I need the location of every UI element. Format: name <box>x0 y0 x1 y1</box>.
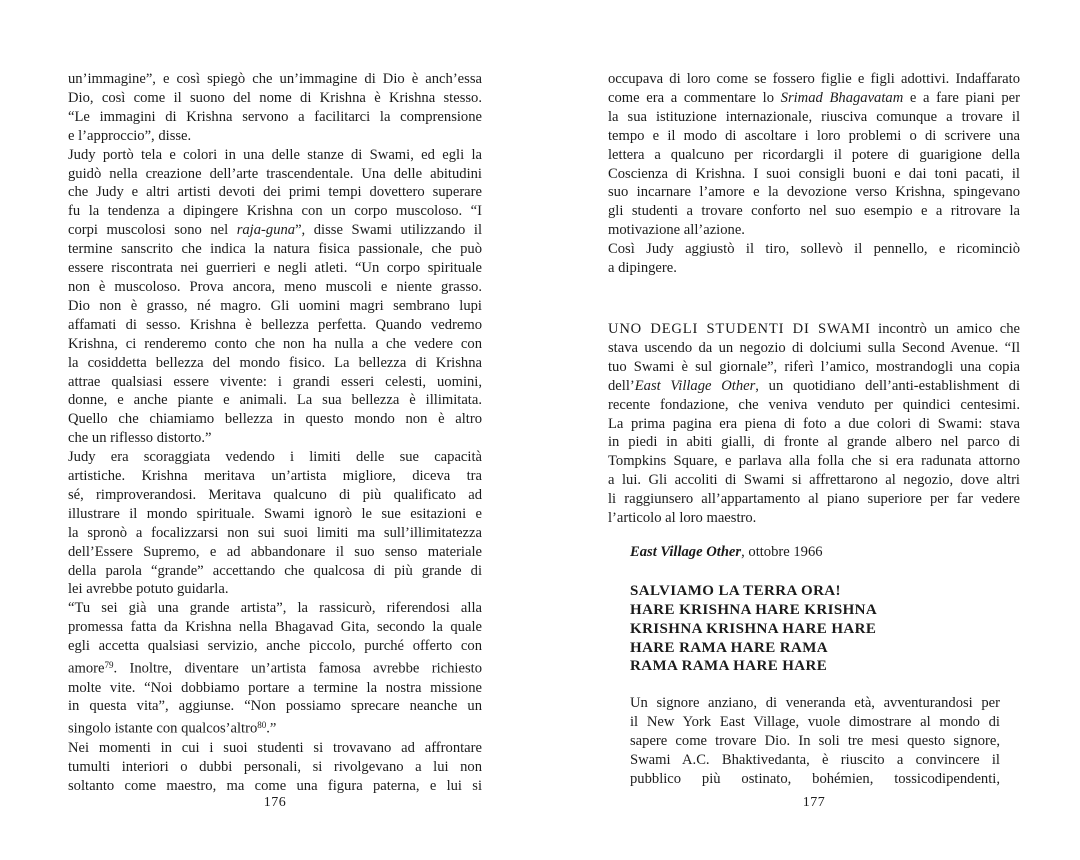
text-line: e l’approccio”, disse. <box>68 127 192 144</box>
text-line: Così Judy aggiustò il tiro, sollevò il pennello, e ricominciò <box>608 241 1020 258</box>
text-line: amore$^{79}$. Inoltre, diventare un’artista famosa avrebbe richiesto <box>68 660 482 677</box>
text-line: a dipingere. <box>608 260 677 277</box>
text-line: HARE KRISHNA HARE KRISHNA <box>630 601 878 618</box>
text-line: corpi muscolosi sono nel raja-guna”, disse Swami utilizzando il <box>68 222 482 239</box>
text-line: pubblico più ostinato, bohémien, tossicodipendenti, <box>630 771 1000 787</box>
styled-text-italic: East Village Other <box>634 377 756 394</box>
text-line: gli studenti a trovare conforto nel suo esempio e a ritrovare la <box>608 203 1020 220</box>
section-spacer <box>608 278 1020 320</box>
text-line: la spronò a focalizzarsi non sui suoi limiti ma sull’illimitatezza <box>68 524 482 541</box>
text-line: tempo e il modo di ascoltare i loro problemi o di scrivere una <box>608 127 1020 144</box>
text-line: La prima pagina era piena di foto a due colori di Swami: stava <box>608 415 1020 432</box>
paragraph <box>68 739 482 796</box>
paragraph <box>68 146 482 449</box>
text-line: sé, rimproverandosi. Meritava qualcuno di più qualificato ad <box>68 486 482 503</box>
text-line: tuo Swami è sul giornale”, riferì l’amico, mostrandogli una copia <box>608 358 1020 375</box>
text-line: KRISHNA KRISHNA HARE HARE <box>630 620 877 637</box>
paragraph <box>68 448 482 599</box>
paragraph <box>608 70 1020 240</box>
text-line: lei avrebbe potuto guidarla. <box>68 581 229 598</box>
text-line: artistiche. Krishna meritava un’artista migliore, diceva tra <box>68 468 482 485</box>
text-line: Dio, così come il suono del nome di Krishna è Krishna stesso. <box>68 89 482 106</box>
text-line: Judy portò tela e colori in una delle stanze di Swami, ed egli la <box>68 146 482 163</box>
text-line: a lui. Gli accoliti di Swami si affrettarono al negozio, dove altri <box>608 472 1020 489</box>
page-number-right: 177 <box>802 795 826 810</box>
styled-text-sup: 79 <box>104 660 114 671</box>
text-line: illustrare il mondo spirituale. Swami ignorò le sue esitazioni e <box>68 505 482 522</box>
text-line: East Village Other, ottobre 1966 <box>630 543 823 560</box>
text-line: recente fondazione, che veniva venduto per quindici centesimi. <box>608 396 1020 413</box>
citation-line <box>608 543 1020 562</box>
text-line: sapere come trovare Dio. In soli tre mesi questo signore, <box>630 733 1000 750</box>
page-left-text-column <box>68 70 482 795</box>
text-line: singolo istante con qualcos’altro$^{80}$.” <box>68 720 277 737</box>
styled-text-caps: UNO DEGLI STUDENTI DI SWAMI <box>608 320 871 337</box>
text-line: “Le immagini di Krishna servono a facilitarci la comprensione <box>68 108 482 125</box>
paragraph <box>608 240 1020 278</box>
text-line: Krishna, ci renderemo conto che non ha nulla a che vedere con <box>68 335 482 352</box>
text-line: Tompkins Square, e parlava alla folla che si era radunata attorno <box>608 453 1020 470</box>
text-line: non è muscoloso. Prova ancora, meno muscoli e niente grasso. <box>68 278 482 295</box>
text-line: della parola “grande” accettando che qualcosa di più grande di <box>68 562 482 579</box>
text-line: Nei momenti in cui i suoi studenti si trovavano ad affrontare <box>68 739 482 756</box>
text-line: in questa vita”, aggiunse. “Non possiamo sprecare neanche un <box>68 698 482 715</box>
block-quote <box>608 694 1020 789</box>
text-line: dell’Essere Supremo, e ad abbandonare il suo senso materiale <box>68 543 482 560</box>
paragraph <box>68 70 482 146</box>
text-line: Quello che chiamiamo bellezza in questo mondo non è altro <box>68 411 482 428</box>
text-line: SALVIAMO LA TERRA ORA! <box>630 582 841 599</box>
text-line: Coscienza di Krishna. I suoi consigli buoni e dai toni pacati, il <box>608 165 1020 182</box>
page-number-left: 176 <box>263 795 287 810</box>
text-line: Un signore anziano, di veneranda età, avventurandosi per <box>630 695 1000 712</box>
text-line: li raggiunsero all’appartamento al piano superiore per far vedere <box>608 491 1020 508</box>
text-line: suo incarnare l’amore e la devozione verso Krishna, spingevano <box>608 184 1020 201</box>
text-line: RAMA RAMA HARE HARE <box>630 658 828 675</box>
text-line: molte vite. “Noi dobbiamo portare a termine la nostra missione <box>68 679 482 696</box>
text-line: l’articolo al loro maestro. <box>608 510 757 527</box>
text-line: Judy era scoraggiata vedendo i limiti delle sue capacità <box>68 449 482 466</box>
text-line: tumulti interiori o dubbi personali, si rivolgevano a lui non <box>68 758 482 775</box>
text-line: “Tu sei già una grande artista”, la rassicurò, riferendosi alla <box>68 600 482 617</box>
page-right-text-column <box>608 70 1020 789</box>
text-line: guidò nella creazione dell’arte trascendentale. Una delle abitudini <box>68 165 482 182</box>
text-line: come era a commentare lo Srimad Bhagavatam e a fare piani per <box>608 89 1020 106</box>
text-line: che un riflesso distorto.” <box>68 430 212 447</box>
text-line: occupava di loro come se fossero figlie e figli adottivi. Indaffarato <box>608 71 1020 87</box>
text-line: fu la tendenza a dipingere Krishna con un corpo muscoloso. “I <box>68 203 482 220</box>
text-line: dell’East Village Other, un quotidiano dell’anti-establishment di <box>608 377 1020 394</box>
text-line: promessa fatta da Krishna nella Bhagavad Gita, secondo la quale <box>68 619 482 636</box>
text-line: Swami A.C. Bhaktivedanta, è riuscito a convincere il <box>630 752 1000 769</box>
text-line: il New York East Village, vuole dimostrare al mondo di <box>630 714 1000 731</box>
styled-text-italic: Srimad Bhagavatam <box>780 89 904 106</box>
text-line: Dio non è grasso, né magro. Gli uomini magri sembrano lupi <box>68 297 482 314</box>
text-line: attrae qualsiasi essere vivente: i grandi esseri celesti, uomini, <box>68 373 482 390</box>
text-line: egli accetta qualsiasi servizio, anche piccolo, purché offerto con <box>68 638 482 655</box>
text-line: UNO DEGLI STUDENTI DI SWAMI incontrò un amico che <box>608 320 1021 337</box>
styled-text-bold-italic: East Village Other <box>630 543 742 560</box>
text-line: soltanto come maestro, ma come una figura paterna, e lui si <box>68 777 482 794</box>
text-line: termine sanscrito che indica la natura fisica passionale, che può <box>68 241 482 258</box>
text-line: essere riscontrata nei guerrieri e negli atleti. “Un corpo spirituale <box>68 260 482 277</box>
text-line: affamati di sesso. Krishna è bellezza perfetta. Quando vedremo <box>68 316 482 333</box>
text-line: la cosiddetta bellezza del mondo fisico. La bellezza di Krishna <box>68 354 482 371</box>
paragraph <box>68 599 482 738</box>
styled-text-italic: raja-guna <box>236 222 296 239</box>
text-line: un’immagine”, e così spiegò che un’immagine di Dio è anch’essa <box>68 71 482 87</box>
text-line: donne, e anche piante e animali. La sua bellezza è illimitata. <box>68 392 482 409</box>
text-line: stava uscendo da un negozio di dolciumi sulla Second Avenue. “Il <box>608 339 1020 356</box>
text-line: HARE RAMA HARE RAMA <box>630 639 829 656</box>
paragraph <box>608 320 1020 528</box>
text-line: motivazione all’azione. <box>608 222 745 239</box>
headline-block <box>608 582 1020 677</box>
styled-text-sup: 80 <box>257 720 267 731</box>
text-line: in piedi in abiti gialli, di fronte al grande albero nel parco di <box>608 434 1020 451</box>
text-line: lettera a qualcuno per ricordargli il potere di guarigione della <box>608 146 1020 163</box>
text-line: che Judy e altri artisti devoti dei primi tempi dovettero superare <box>68 184 482 201</box>
text-line: la sua istituzione internazionale, riusciva comunque a trovare il <box>608 108 1020 125</box>
